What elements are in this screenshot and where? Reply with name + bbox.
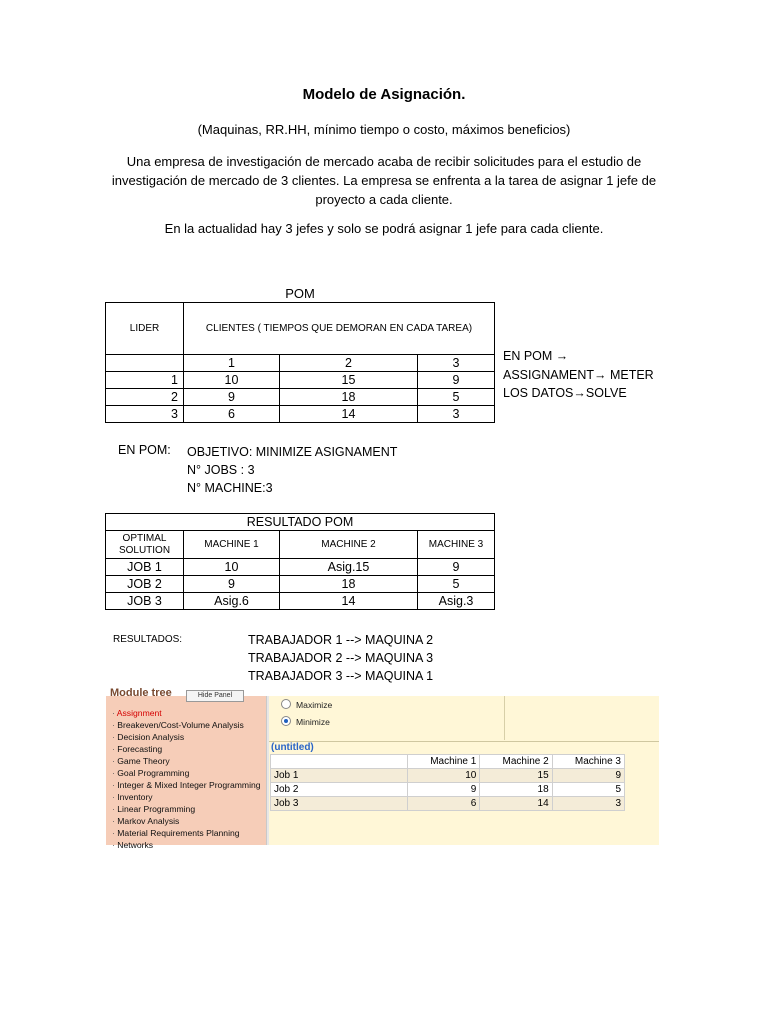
maximize-radio[interactable] [281, 699, 332, 710]
maximize-label: Maximize [296, 700, 333, 710]
row-label: JOB 1 [106, 559, 184, 576]
table-cell: 9 [184, 576, 280, 593]
grid-cell[interactable]: 5 [552, 783, 624, 797]
grid-corner-cell [271, 755, 408, 769]
table-cell: 9 [418, 372, 495, 389]
column-header: 3 [418, 355, 495, 372]
pom-steps-note [503, 347, 654, 403]
grid-cell[interactable]: 15 [480, 769, 552, 783]
resultados-lines [248, 631, 433, 685]
grid-cell[interactable]: 9 [408, 783, 480, 797]
table-row [106, 389, 495, 406]
result-table [105, 513, 495, 610]
table-cell: 14 [280, 406, 418, 423]
subtitle: (Maquinas, RR.HH, mínimo tiempo o costo, máximos beneficios) [197, 122, 571, 137]
objective-options [269, 696, 505, 740]
grid-cell[interactable]: 18 [480, 783, 552, 797]
table-row [271, 769, 625, 783]
module-item[interactable]: · Inventory [112, 791, 261, 803]
table-cell: 18 [280, 576, 418, 593]
minimize-label: Minimize [296, 717, 330, 727]
table-cell: Asig.15 [280, 559, 418, 576]
column-header: MACHINE 3 [418, 531, 495, 559]
table-row [106, 593, 495, 610]
optimal-solution-header [106, 531, 184, 559]
result-table-caption: RESULTADO POM [106, 514, 495, 531]
corner-cell [106, 355, 184, 372]
grid-cell[interactable]: 10 [408, 769, 480, 783]
module-item[interactable]: · Decision Analysis [112, 731, 261, 743]
module-item[interactable]: · Networks [112, 839, 261, 851]
table-cell: 6 [184, 406, 280, 423]
grid-column-header: Machine 3 [552, 755, 624, 769]
assignment-data-grid [270, 754, 625, 811]
setting-line: N° MACHINE:3 [187, 481, 273, 495]
grid-cell[interactable]: 14 [480, 797, 552, 811]
table-cell: 15 [280, 372, 418, 389]
intro-paragraph: Una empresa de investigación de mercado acaba de recibir solicitudes para el estudio de investigación de mercado de 3 clientes. La empresa se enfrenta a la tarea de asignar 1 jefe de proyecto a cada cliente. [111, 154, 657, 207]
setting-line: OBJETIVO: MINIMIZE ASIGNAMENT [187, 445, 398, 459]
divider [269, 741, 659, 742]
note-line: LOS DATOS→SOLVE [503, 386, 627, 400]
table-cell: 9 [418, 559, 495, 576]
sheet-title: (untitled) [271, 742, 314, 753]
grid-column-header: Machine 1 [408, 755, 480, 769]
pom-software-screenshot [106, 687, 659, 850]
table-cell: Asig.6 [184, 593, 280, 610]
page-title: Modelo de Asignación. [302, 86, 466, 103]
radio-unchecked-icon [281, 699, 291, 709]
grid-row-label[interactable]: Job 2 [271, 783, 408, 797]
grid-cell[interactable]: 9 [552, 769, 624, 783]
grid-cell[interactable]: 3 [552, 797, 624, 811]
module-item[interactable]: · Forecasting [112, 743, 261, 755]
row-label: JOB 2 [106, 576, 184, 593]
result-line: TRABAJADOR 2 --> MAQUINA 3 [248, 651, 434, 665]
module-item[interactable]: · Breakeven/Cost-Volume Analysis [112, 719, 261, 731]
pom-table-caption: POM [285, 286, 315, 301]
module-item[interactable]: · Markov Analysis [112, 815, 261, 827]
table-row [106, 559, 495, 576]
row-label: 3 [106, 406, 184, 423]
table-cell: 10 [184, 372, 280, 389]
table-cell: 10 [184, 559, 280, 576]
row-label: JOB 3 [106, 593, 184, 610]
module-item[interactable]: · Linear Programming [112, 803, 261, 815]
grid-column-header: Machine 2 [480, 755, 552, 769]
radio-checked-icon [281, 716, 291, 726]
grid-row-label[interactable]: Job 3 [271, 797, 408, 811]
corner-line: OPTIMAL [122, 532, 167, 544]
column-header: MACHINE 1 [184, 531, 280, 559]
module-item[interactable]: · Game Theory [112, 755, 261, 767]
row-label: 2 [106, 389, 184, 406]
table-row [271, 797, 625, 811]
table-cell: 9 [184, 389, 280, 406]
module-list [112, 707, 261, 851]
grid-row-label[interactable]: Job 1 [271, 769, 408, 783]
column-header: 1 [184, 355, 280, 372]
table-row [106, 576, 495, 593]
module-item[interactable]: · Goal Programming [112, 767, 261, 779]
table-row [106, 372, 495, 389]
grid-cell[interactable]: 6 [408, 797, 480, 811]
column-header: MACHINE 2 [280, 531, 418, 559]
hide-panel-button[interactable]: Hide Panel [186, 690, 244, 702]
table-row [106, 406, 495, 423]
result-line: TRABAJADOR 3 --> MAQUINA 1 [248, 669, 434, 683]
result-line: TRABAJADOR 1 --> MAQUINA 2 [248, 633, 434, 647]
setting-line: N° JOBS : 3 [187, 463, 255, 477]
module-item[interactable]: · Integer & Mixed Integer Programming [112, 779, 261, 791]
row-label: 1 [106, 372, 184, 389]
column-header: 2 [280, 355, 418, 372]
module-tree-panel [106, 687, 266, 850]
en-pom-label: EN POM: [118, 443, 171, 457]
clientes-header: CLIENTES ( TIEMPOS QUE DEMORAN EN CADA TAREA) [184, 303, 495, 355]
module-item-assignment[interactable]: · Assignment [112, 707, 261, 719]
note-line: EN POM → [503, 349, 569, 363]
module-item[interactable]: · Material Requirements Planning [112, 827, 261, 839]
minimize-radio[interactable] [281, 716, 330, 727]
table-cell: 18 [280, 389, 418, 406]
corner-line: SOLUTION [118, 544, 171, 556]
data-pane [269, 696, 659, 845]
table-cell: 5 [418, 576, 495, 593]
lider-header: LIDER [106, 303, 184, 355]
table-cell: 14 [280, 593, 418, 610]
pom-input-table [105, 302, 495, 423]
note-line: ASSIGNAMENT→ METER [503, 367, 654, 382]
resultados-label: RESULTADOS: [113, 634, 183, 645]
table-row [271, 783, 625, 797]
constraint-paragraph: En la actualidad hay 3 jefes y solo se podrá asignar 1 jefe para cada cliente. [164, 221, 604, 236]
table-cell: Asig.3 [418, 593, 495, 610]
en-pom-settings [187, 443, 397, 497]
table-cell: 3 [418, 406, 495, 423]
module-tree-title: Module tree [110, 687, 172, 699]
table-cell: 5 [418, 389, 495, 406]
